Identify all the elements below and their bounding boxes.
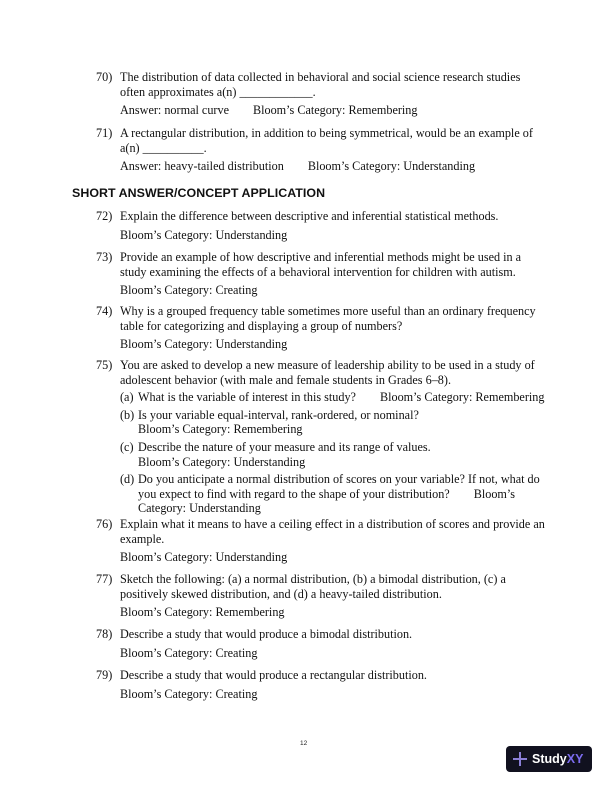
brand-main: Study (532, 752, 567, 766)
question-number: 75) (96, 358, 113, 372)
sub-question-text: you expect to find with regard to the shape of your distribution? (138, 486, 450, 501)
sub-question-label: (c) (120, 439, 134, 454)
question-74 (96, 304, 556, 352)
sub-question-d (120, 472, 556, 516)
bloom-category: Bloom’s Category: Understanding (120, 337, 288, 352)
sub-question-label: (d) (120, 472, 135, 487)
sub-question-c (120, 440, 556, 469)
question-text-line: Provide an example of how descriptive and inferential methods might be used in a (120, 250, 522, 264)
question-text-line: The distribution of data collected in behavioral and social science research studies (120, 70, 521, 84)
question-number: 72) (96, 209, 113, 223)
bloom-category: Bloom’s Category: Creating (120, 645, 258, 660)
answer-text: Answer: normal curve (120, 103, 229, 118)
question-72 (96, 209, 556, 242)
bloom-category-continued: Category: Understanding (138, 501, 261, 516)
bloom-category: Bloom’s Category: Understanding (120, 550, 288, 565)
question-text-line: Describe a study that would produce a bimodal distribution. (120, 627, 413, 641)
brand-accent: XY (566, 752, 584, 766)
studyxy-badge[interactable] (506, 746, 592, 772)
bloom-category: Bloom’s Category: Understanding (307, 159, 476, 174)
sub-question-text: Describe the nature of your measure and its range of values. (138, 439, 431, 454)
question-number: 70) (96, 70, 113, 84)
question-number: 73) (96, 250, 113, 264)
question-number: 77) (96, 572, 113, 586)
question-number: 78) (96, 627, 113, 641)
bloom-category: Bloom’s Category: Remembering (379, 390, 545, 405)
answer-text: Answer: heavy-tailed distribution (120, 159, 284, 174)
question-text-line: often approximates a(n) ____________. (120, 84, 316, 99)
question-75 (96, 358, 556, 516)
sub-question-text: What is the variable of interest in this study? (138, 390, 356, 405)
sub-question-label: (b) (120, 407, 135, 422)
bloom-category: Bloom’s Category: Creating (120, 283, 258, 298)
question-text-line: Sketch the following: (a) a normal distribution, (b) a bimodal distribution, (c) a (120, 572, 506, 586)
sub-question-text: Is your variable equal-interval, rank-ordered, or nominal? (138, 407, 419, 422)
bloom-category: Bloom’s (473, 486, 516, 501)
question-79 (96, 668, 556, 701)
question-78 (96, 627, 556, 660)
question-text-line: example. (120, 531, 165, 546)
bloom-category: Bloom’s Category: Creating (120, 686, 258, 701)
question-text-line: Explain what it means to have a ceiling effect in a distribution of scores and provide an (120, 517, 545, 531)
question-text-line: Why is a grouped frequency table sometimes more useful than an ordinary frequency (120, 304, 536, 318)
question-number: 79) (96, 668, 113, 682)
question-text-line: Describe a study that would produce a rectangular distribution. (120, 668, 427, 682)
question-text-line: table for categorizing and displaying a group of numbers? (120, 318, 403, 333)
question-text-line: adolescent behavior (with male and female students in Grades 6–8). (120, 372, 451, 387)
bloom-category: Bloom’s Category: Remembering (252, 103, 418, 118)
question-73 (96, 250, 556, 298)
question-text-line: a(n) __________. (120, 140, 207, 155)
question-text-line: study examining the effects of a behavioral intervention for children with autism. (120, 264, 516, 279)
sub-question-text: Do you anticipate a normal distribution of scores on your variable? If not, what do (138, 472, 540, 487)
sub-question-label: (a) (120, 390, 134, 405)
question-77 (96, 572, 556, 620)
bloom-category: Bloom’s Category: Understanding (120, 227, 288, 242)
sub-question-a (120, 390, 556, 405)
question-71 (96, 126, 556, 174)
bloom-category: Bloom’s Category: Remembering (120, 605, 285, 620)
question-number: 71) (96, 126, 113, 140)
sub-question-b (120, 408, 556, 437)
bloom-category: Bloom’s Category: Remembering (138, 422, 303, 437)
question-number: 74) (96, 304, 113, 318)
question-76 (96, 517, 556, 565)
question-text-line: positively skewed distribution, and (d) a heavy-tailed distribution. (120, 586, 442, 601)
question-70 (96, 70, 556, 118)
plus-icon (513, 752, 527, 766)
question-number: 76) (96, 517, 113, 531)
question-text-line: A rectangular distribution, in addition to being symmetrical, would be an example of (120, 126, 533, 140)
section-heading: SHORT ANSWER/CONCEPT APPLICATION (72, 186, 326, 200)
question-text-line: Explain the difference between descriptive and inferential statistical methods. (120, 209, 499, 223)
bloom-category: Bloom’s Category: Understanding (138, 454, 306, 469)
brand-logo-text (532, 752, 583, 766)
question-text-line: You are asked to develop a new measure of leadership ability to be used in a study of (120, 358, 535, 372)
page-number: 12 (300, 740, 308, 747)
